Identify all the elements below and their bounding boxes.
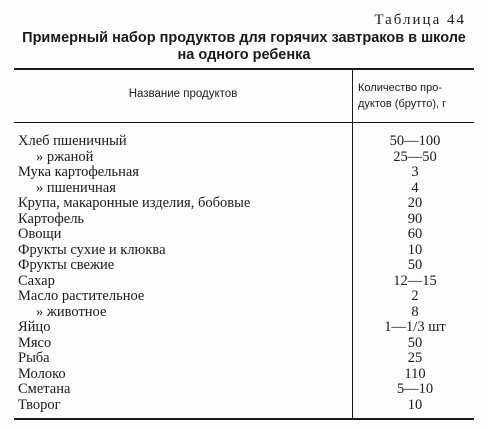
product-quantity: 1—1/3 шт [384, 319, 446, 335]
product-name: Мясо [18, 334, 52, 351]
table-number: Таблица 44 [374, 12, 466, 28]
product-name: Хлеб пшеничный [18, 133, 127, 149]
table-title-line-2: на одного ребенка [177, 47, 311, 63]
product-name: Сахар [18, 272, 55, 289]
table-row [0, 258, 488, 274]
column-header-quantity-line-1: Количество про- [358, 82, 442, 94]
product-quantity: 10 [407, 241, 423, 258]
table-top-rule [14, 68, 474, 70]
table-row [0, 367, 488, 383]
product-name: Сметана [18, 381, 71, 397]
header-rule [14, 122, 474, 123]
product-name: Овощи [18, 226, 62, 242]
column-header-quantity [358, 80, 478, 112]
product-quantity: 50 [407, 257, 423, 273]
product-name: Рыба [18, 350, 50, 366]
product-quantity: 20 [407, 195, 423, 211]
table-row [0, 289, 488, 305]
product-quantity: 10 [407, 396, 423, 413]
product-name: Картофель [18, 210, 85, 227]
product-name: » пшеничная [36, 179, 116, 196]
table-row [0, 181, 488, 197]
product-quantity: 8 [411, 303, 419, 320]
product-quantity: 90 [407, 210, 423, 227]
table-row [0, 134, 488, 150]
product-name: Мука картофельная [18, 164, 139, 180]
product-name: Фрукты сухие и клюква [18, 241, 166, 258]
table-title-line-1: Примерный набор продуктов для горячих завтраков в школе [22, 30, 466, 46]
table-row [0, 398, 488, 414]
product-quantity: 2 [411, 288, 419, 304]
product-quantity: 25—50 [393, 148, 437, 165]
product-quantity: 60 [407, 226, 423, 242]
table-row [0, 351, 488, 367]
table-row [0, 227, 488, 243]
table-body [0, 134, 488, 413]
column-header-quantity-line-2: дуктов (брутто), г [358, 98, 447, 110]
product-name: » ржаной [36, 148, 94, 165]
product-quantity: 3 [411, 164, 419, 180]
table-row [0, 274, 488, 290]
table-row [0, 320, 488, 336]
product-name: Фрукты свежие [18, 257, 115, 273]
product-quantity: 50 [407, 334, 423, 351]
product-name: Молоко [18, 365, 66, 382]
table-bottom-rule [14, 418, 474, 420]
product-name: Крупа, макаронные изделия, бобовые [18, 195, 251, 211]
product-quantity: 4 [411, 179, 419, 196]
product-name: Масло растительное [18, 288, 145, 304]
table-row [0, 212, 488, 228]
product-quantity: 12—15 [393, 272, 437, 289]
product-quantity: 50—100 [389, 133, 441, 149]
product-quantity: 25 [407, 350, 423, 366]
table-row [0, 165, 488, 181]
product-name: Яйцо [18, 319, 51, 335]
table-row [0, 196, 488, 212]
product-quantity: 5—10 [396, 381, 434, 397]
product-name: » животное [36, 303, 107, 320]
table-row [0, 336, 488, 352]
table-row [0, 382, 488, 398]
product-name: Творог [18, 396, 61, 413]
column-header-name: Название продуктов [128, 88, 238, 100]
table-row [0, 150, 488, 166]
product-quantity: 110 [404, 365, 426, 382]
table-row [0, 243, 488, 259]
table-row [0, 305, 488, 321]
